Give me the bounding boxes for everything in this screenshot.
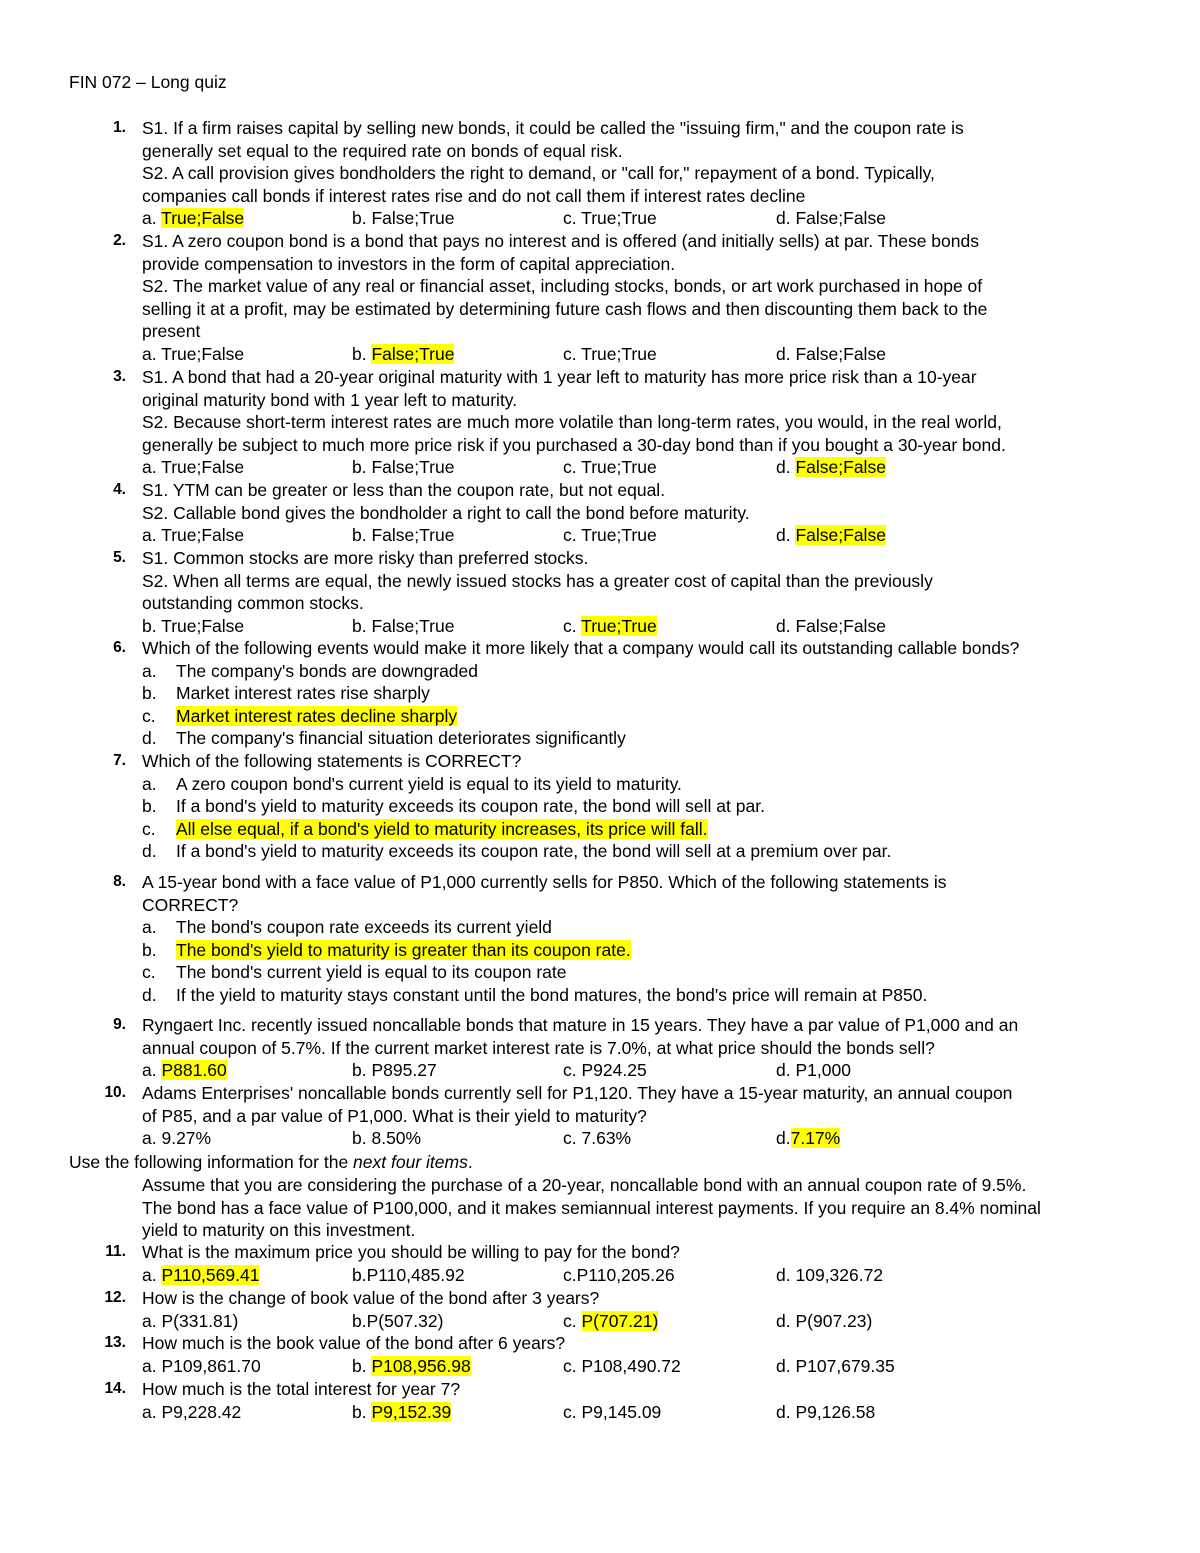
option-text: P(907.23) bbox=[795, 1310, 873, 1331]
answer-option[interactable] bbox=[352, 1127, 421, 1150]
answer-option[interactable] bbox=[142, 727, 1142, 750]
note-line: Assume that you are considering the purchase of a 20-year, noncallable bond with an annual coupon rate of 9.5%. bbox=[142, 1175, 1027, 1195]
question-body bbox=[142, 1287, 1142, 1332]
option-letter: d. bbox=[776, 1060, 791, 1081]
option-text: The company's financial situation deteriorates significantly bbox=[176, 728, 626, 749]
question-7 bbox=[0, 750, 1200, 863]
selected-answer: False;False bbox=[795, 457, 886, 478]
option-text: If a bond's yield to maturity exceeds its coupon rate, the bond will sell at par. bbox=[176, 796, 765, 817]
answer-option[interactable] bbox=[776, 343, 886, 366]
answer-option[interactable] bbox=[352, 1401, 451, 1424]
option-letter: d. bbox=[776, 1310, 791, 1331]
option-letter: b. bbox=[142, 683, 157, 704]
question-body bbox=[142, 1014, 1142, 1082]
question-number: 5. bbox=[113, 549, 126, 566]
answer-option[interactable] bbox=[142, 961, 1142, 984]
note-prefix: Use the following information for the bbox=[69, 1152, 354, 1172]
answer-option[interactable] bbox=[142, 1401, 241, 1424]
answer-option[interactable] bbox=[776, 1310, 872, 1333]
selected-answer: P110,569.41 bbox=[161, 1264, 260, 1285]
option-text: P9,126.58 bbox=[795, 1401, 876, 1422]
question-text-line: How much is the total interest for year 7? bbox=[142, 1379, 461, 1399]
option-letter: d. bbox=[142, 984, 157, 1005]
option-letter: a. bbox=[142, 525, 157, 546]
answer-options bbox=[142, 1059, 1142, 1082]
option-letter: d. bbox=[142, 728, 157, 749]
answer-option[interactable] bbox=[142, 524, 244, 547]
option-letter: c. bbox=[563, 1401, 577, 1422]
answer-option[interactable] bbox=[142, 773, 1142, 796]
option-letter: c. bbox=[563, 457, 577, 478]
option-letter: c. bbox=[142, 705, 156, 726]
answer-option[interactable] bbox=[563, 1401, 661, 1424]
selected-answer: P108,956.98 bbox=[371, 1355, 471, 1376]
answer-option[interactable] bbox=[776, 1355, 895, 1378]
option-letter: c. bbox=[563, 1310, 577, 1331]
question-14 bbox=[0, 1378, 1200, 1423]
selected-answer: True;False bbox=[161, 208, 245, 229]
question-body bbox=[142, 750, 1142, 863]
question-text-line: selling it at a profit, may be estimated by determining future cash flows and then discounting them back to the bbox=[142, 298, 988, 319]
option-letter: a. bbox=[142, 457, 157, 478]
option-text: P924.25 bbox=[581, 1060, 647, 1081]
option-letter: b. bbox=[352, 525, 367, 546]
question-body bbox=[142, 871, 1142, 1007]
answer-option[interactable] bbox=[563, 456, 657, 479]
option-letter: b. bbox=[352, 1401, 367, 1422]
answer-option[interactable] bbox=[142, 207, 244, 230]
answer-option[interactable] bbox=[142, 916, 1142, 939]
option-letter: a. bbox=[142, 660, 157, 681]
question-text-line: CORRECT? bbox=[142, 894, 239, 915]
option-text: False;True bbox=[371, 525, 455, 546]
answer-option[interactable] bbox=[776, 456, 886, 479]
answer-options bbox=[142, 615, 1142, 638]
option-letter: b. bbox=[352, 1060, 367, 1081]
option-letter: d. bbox=[776, 1355, 791, 1376]
option-text: True;True bbox=[581, 208, 657, 229]
question-number: 9. bbox=[113, 1016, 126, 1033]
answer-option[interactable] bbox=[142, 1355, 261, 1378]
answer-option[interactable] bbox=[352, 1059, 437, 1082]
option-letter: d. bbox=[776, 343, 791, 364]
answer-option[interactable] bbox=[563, 524, 657, 547]
option-text: False;True bbox=[371, 615, 455, 636]
answer-options bbox=[142, 1355, 1142, 1378]
option-letter: a. bbox=[142, 1060, 157, 1081]
option-text: The bond's current yield is equal to its coupon rate bbox=[176, 962, 567, 983]
answer-option[interactable] bbox=[563, 1310, 658, 1333]
answer-option[interactable] bbox=[776, 615, 886, 638]
question-number: 7. bbox=[113, 752, 126, 769]
option-letter: b. bbox=[352, 1128, 367, 1149]
question-number: 8. bbox=[113, 873, 126, 890]
option-text: If the yield to maturity stays constant until the bond matures, the bond's price will remain at P850. bbox=[176, 984, 928, 1005]
answer-options bbox=[142, 1401, 1142, 1424]
option-text: P110,205.26 bbox=[576, 1264, 675, 1285]
answer-option[interactable] bbox=[142, 840, 1142, 863]
option-letter: b. bbox=[352, 1264, 367, 1285]
option-letter: a. bbox=[142, 208, 157, 229]
answer-option[interactable] bbox=[142, 682, 1142, 705]
question-text-line: outstanding common stocks. bbox=[142, 593, 364, 614]
note-emphasis: next four items bbox=[353, 1152, 468, 1172]
option-letter: d. bbox=[776, 615, 791, 636]
option-text: True;False bbox=[161, 343, 245, 364]
question-text-line: S2. A call provision gives bondholders the right to demand, or "call for," repayment of a bond. Typically, bbox=[142, 163, 935, 184]
selected-answer: False;True bbox=[371, 343, 455, 364]
question-text-line: generally set equal to the required rate on bonds of equal risk. bbox=[142, 140, 623, 161]
answer-option[interactable] bbox=[142, 984, 1142, 1007]
question-body bbox=[142, 1332, 1142, 1377]
option-text: False;False bbox=[795, 343, 886, 364]
option-letter: c. bbox=[563, 525, 577, 546]
answer-options bbox=[142, 524, 1142, 547]
question-body bbox=[142, 1378, 1142, 1423]
answer-option[interactable] bbox=[352, 207, 454, 230]
question-2 bbox=[0, 230, 1200, 366]
question-text-line: Which of the following statements is CORRECT? bbox=[142, 751, 522, 771]
option-text: P9,145.09 bbox=[581, 1401, 662, 1422]
answer-option[interactable] bbox=[352, 1355, 471, 1378]
option-text: True;True bbox=[581, 525, 657, 546]
question-text-line: S2. Callable bond gives the bondholder a right to call the bond before maturity. bbox=[142, 502, 750, 523]
question-body bbox=[142, 1082, 1142, 1150]
option-text: P109,861.70 bbox=[161, 1355, 261, 1376]
option-text: The bond's coupon rate exceeds its current yield bbox=[176, 917, 552, 938]
option-letter: c. bbox=[563, 1355, 577, 1376]
option-letter: a. bbox=[142, 343, 157, 364]
answer-option[interactable] bbox=[142, 939, 1142, 962]
option-text: False;False bbox=[795, 208, 886, 229]
answer-option[interactable] bbox=[563, 343, 657, 366]
option-letter: b. bbox=[142, 939, 157, 960]
note-body bbox=[142, 1174, 1142, 1242]
option-letter: b. bbox=[352, 1355, 367, 1376]
option-letter: a. bbox=[142, 1264, 157, 1285]
option-text: P(507.32) bbox=[366, 1310, 444, 1331]
option-text: True;False bbox=[161, 615, 245, 636]
answer-option[interactable] bbox=[352, 456, 454, 479]
question-13 bbox=[0, 1332, 1200, 1377]
option-letter: d. bbox=[776, 1128, 791, 1149]
answer-options bbox=[142, 456, 1142, 479]
answer-option[interactable] bbox=[776, 524, 886, 547]
question-text-line: S1. If a firm raises capital by selling new bonds, it could be called the "issuing firm," and the coupon rate is bbox=[142, 118, 964, 138]
option-text: P895.27 bbox=[371, 1060, 437, 1081]
question-11 bbox=[0, 1241, 1200, 1286]
answer-option[interactable] bbox=[776, 1127, 840, 1150]
selected-answer: 7.17% bbox=[790, 1128, 841, 1149]
option-letter: a. bbox=[142, 1310, 157, 1331]
option-letter: b. bbox=[142, 796, 157, 817]
option-letter: c. bbox=[142, 818, 156, 839]
answer-options bbox=[142, 1127, 1142, 1150]
answer-option[interactable] bbox=[142, 343, 244, 366]
answer-option[interactable] bbox=[142, 660, 1142, 683]
question-text-line: Adams Enterprises' noncallable bonds currently sell for P1,120. They have a 15-year maturity, an annual coupon bbox=[142, 1083, 1013, 1103]
answer-options bbox=[142, 207, 1142, 230]
option-letter: b. bbox=[352, 1310, 367, 1331]
selected-answer: True;True bbox=[581, 615, 657, 636]
option-letter: c. bbox=[563, 1060, 577, 1081]
note-line: The bond has a face value of P100,000, and it makes semiannual interest payments. If you require an 8.4% nominal bbox=[142, 1197, 1041, 1218]
question-body bbox=[142, 547, 1142, 637]
option-text: 9.27% bbox=[161, 1128, 212, 1149]
option-text: False;True bbox=[371, 457, 455, 478]
question-text-line: of P85, and a par value of P1,000. What is their yield to maturity? bbox=[142, 1105, 647, 1126]
option-text: 7.63% bbox=[581, 1128, 632, 1149]
option-letter: a. bbox=[142, 1355, 157, 1376]
option-text: False;False bbox=[795, 615, 886, 636]
answer-option[interactable] bbox=[563, 1264, 675, 1287]
option-text: If a bond's yield to maturity exceeds its coupon rate, the bond will sell at a premium over par. bbox=[176, 841, 892, 862]
option-letter: c. bbox=[563, 208, 577, 229]
question-number: 12. bbox=[104, 1289, 126, 1306]
option-letter: b. bbox=[352, 457, 367, 478]
question-8 bbox=[0, 871, 1200, 1007]
question-text-line: generally be subject to much more price risk if you purchased a 30-day bond than if you bought a 30-year bond. bbox=[142, 434, 1006, 455]
option-text: 109,326.72 bbox=[795, 1264, 884, 1285]
answer-option[interactable] bbox=[142, 818, 1142, 841]
answer-option[interactable] bbox=[776, 1264, 883, 1287]
answer-option[interactable] bbox=[142, 1127, 211, 1150]
option-letter: d. bbox=[776, 1264, 791, 1285]
option-text: P1,000 bbox=[795, 1060, 851, 1081]
question-text-line: S1. A bond that had a 20-year original maturity with 1 year left to maturity has more price risk than a 10-year bbox=[142, 367, 977, 387]
page-title: FIN 072 – Long quiz bbox=[69, 72, 227, 92]
option-text: 8.50% bbox=[371, 1128, 422, 1149]
option-text: P108,490.72 bbox=[581, 1355, 681, 1376]
question-10 bbox=[0, 1082, 1200, 1150]
question-3 bbox=[0, 366, 1200, 479]
option-letter: a. bbox=[142, 773, 157, 794]
option-letter: a. bbox=[142, 1401, 157, 1422]
option-text: True;True bbox=[581, 343, 657, 364]
option-text: True;True bbox=[581, 457, 657, 478]
option-letter: a. bbox=[142, 1128, 157, 1149]
question-text-line: S2. The market value of any real or financial asset, including stocks, bonds, or art work purchased in hope of bbox=[142, 276, 983, 297]
answer-option[interactable] bbox=[563, 1059, 647, 1082]
answer-option[interactable] bbox=[776, 207, 886, 230]
option-text: True;False bbox=[161, 457, 245, 478]
question-text-line: S1. YTM can be greater or less than the coupon rate, but not equal. bbox=[142, 480, 666, 500]
answer-options bbox=[142, 1264, 1142, 1287]
option-letter: c. bbox=[563, 1128, 577, 1149]
question-body bbox=[142, 366, 1142, 479]
question-body bbox=[142, 230, 1142, 366]
option-text: P9,228.42 bbox=[161, 1401, 242, 1422]
answer-option[interactable] bbox=[142, 456, 244, 479]
option-letter: d. bbox=[776, 457, 791, 478]
option-text: False;True bbox=[371, 208, 455, 229]
question-4 bbox=[0, 479, 1200, 547]
answer-option[interactable] bbox=[352, 524, 454, 547]
question-text-line: How is the change of book value of the bond after 3 years? bbox=[142, 1288, 600, 1308]
question-number: 10. bbox=[104, 1084, 126, 1101]
option-letter: c. bbox=[142, 962, 156, 983]
question-text-line: S1. Common stocks are more risky than preferred stocks. bbox=[142, 548, 589, 568]
selected-answer: P881.60 bbox=[161, 1060, 227, 1081]
question-text-line: S2. Because short-term interest rates are much more volatile than long-term rates, you would, in the real world, bbox=[142, 412, 1002, 433]
selected-answer: False;False bbox=[795, 525, 886, 546]
question-number: 11. bbox=[105, 1243, 126, 1260]
answer-option[interactable] bbox=[142, 1310, 238, 1333]
answer-option[interactable] bbox=[352, 1264, 465, 1287]
option-letter: b. bbox=[352, 343, 367, 364]
question-number: 6. bbox=[113, 639, 126, 656]
answer-option[interactable] bbox=[142, 795, 1142, 818]
answer-option[interactable] bbox=[142, 1059, 227, 1082]
note-line: yield to maturity on this investment. bbox=[142, 1220, 416, 1241]
question-text-line: provide compensation to investors in the form of capital appreciation. bbox=[142, 253, 676, 274]
question-number: 1. bbox=[113, 119, 126, 136]
answer-option[interactable] bbox=[142, 1264, 259, 1287]
selected-answer: P(707.21) bbox=[581, 1310, 659, 1331]
question-text-line: present bbox=[142, 321, 201, 342]
option-text: True;False bbox=[161, 525, 245, 546]
question-5 bbox=[0, 547, 1200, 637]
answer-option[interactable] bbox=[776, 1059, 851, 1082]
selected-answer: The bond's yield to maturity is greater than its coupon rate. bbox=[176, 939, 631, 960]
question-6 bbox=[0, 637, 1200, 750]
question-number: 4. bbox=[113, 481, 126, 498]
option-letter: c. bbox=[563, 1264, 577, 1285]
answer-option[interactable] bbox=[563, 207, 657, 230]
question-text-line: annual coupon of 5.7%. If the current market interest rate is 7.0%, at what price should the bonds sell? bbox=[142, 1037, 935, 1058]
question-text-line: Which of the following events would make it more likely that a company would call its outstanding callable bonds? bbox=[142, 638, 1020, 658]
question-body bbox=[142, 637, 1142, 750]
option-text: P107,679.35 bbox=[795, 1355, 895, 1376]
question-text-line: A 15-year bond with a face value of P1,000 currently sells for P850. Which of the following statements is bbox=[142, 872, 947, 892]
note-suffix: . bbox=[467, 1152, 473, 1172]
answer-option[interactable] bbox=[352, 615, 454, 638]
question-number: 2. bbox=[113, 232, 126, 249]
option-letter: c. bbox=[563, 615, 577, 636]
option-text: P110,485.92 bbox=[366, 1264, 465, 1285]
selected-answer: P9,152.39 bbox=[371, 1401, 452, 1422]
question-text-line: companies call bonds if interest rates rise and do not call them if interest rates decline bbox=[142, 185, 806, 206]
selected-answer: Market interest rates decline sharply bbox=[176, 705, 458, 726]
answer-option[interactable] bbox=[352, 343, 454, 366]
question-body bbox=[142, 1241, 1142, 1286]
question-12 bbox=[0, 1287, 1200, 1332]
answer-option[interactable] bbox=[142, 705, 1142, 728]
question-body bbox=[142, 117, 1142, 230]
question-body bbox=[142, 479, 1142, 547]
question-number: 3. bbox=[113, 368, 126, 385]
question-number: 14. bbox=[104, 1380, 126, 1397]
option-letter: d. bbox=[776, 1401, 791, 1422]
option-letter: b. bbox=[352, 615, 367, 636]
option-letter: a. bbox=[142, 917, 157, 938]
answer-option[interactable] bbox=[563, 1127, 631, 1150]
question-text-line: What is the maximum price you should be willing to pay for the bond? bbox=[142, 1242, 680, 1262]
option-text: P(331.81) bbox=[161, 1310, 239, 1331]
option-letter: d. bbox=[142, 841, 157, 862]
option-text: Market interest rates rise sharply bbox=[176, 683, 430, 704]
question-1 bbox=[0, 117, 1200, 230]
answer-options bbox=[142, 343, 1142, 366]
question-9 bbox=[0, 1014, 1200, 1082]
option-text: A zero coupon bond's current yield is equal to its yield to maturity. bbox=[176, 773, 682, 794]
answer-option[interactable] bbox=[142, 615, 244, 638]
answer-option[interactable] bbox=[352, 1310, 443, 1333]
option-letter: d. bbox=[776, 525, 791, 546]
answer-option[interactable] bbox=[563, 615, 657, 638]
answer-option[interactable] bbox=[563, 1355, 681, 1378]
question-text-line: original maturity bond with 1 year left to maturity. bbox=[142, 389, 518, 410]
selected-answer: All else equal, if a bond's yield to maturity increases, its price will fall. bbox=[176, 818, 708, 839]
answer-options bbox=[142, 1310, 1142, 1333]
instruction-note bbox=[69, 1151, 473, 1174]
question-text-line: Ryngaert Inc. recently issued noncallable bonds that mature in 15 years. They have a par value of P1,000 and an bbox=[142, 1015, 1019, 1035]
option-letter: d. bbox=[776, 208, 791, 229]
question-text-line: How much is the book value of the bond after 6 years? bbox=[142, 1333, 566, 1353]
option-text: The company's bonds are downgraded bbox=[176, 660, 479, 681]
answer-option[interactable] bbox=[776, 1401, 875, 1424]
option-letter: b. bbox=[142, 615, 157, 636]
question-text-line: S2. When all terms are equal, the newly issued stocks has a greater cost of capital than the previously bbox=[142, 570, 933, 591]
question-number: 13. bbox=[104, 1334, 126, 1351]
option-letter: b. bbox=[352, 208, 367, 229]
option-letter: c. bbox=[563, 343, 577, 364]
question-text-line: S1. A zero coupon bond is a bond that pays no interest and is offered (and initially sells) at par. These bonds bbox=[142, 231, 979, 251]
